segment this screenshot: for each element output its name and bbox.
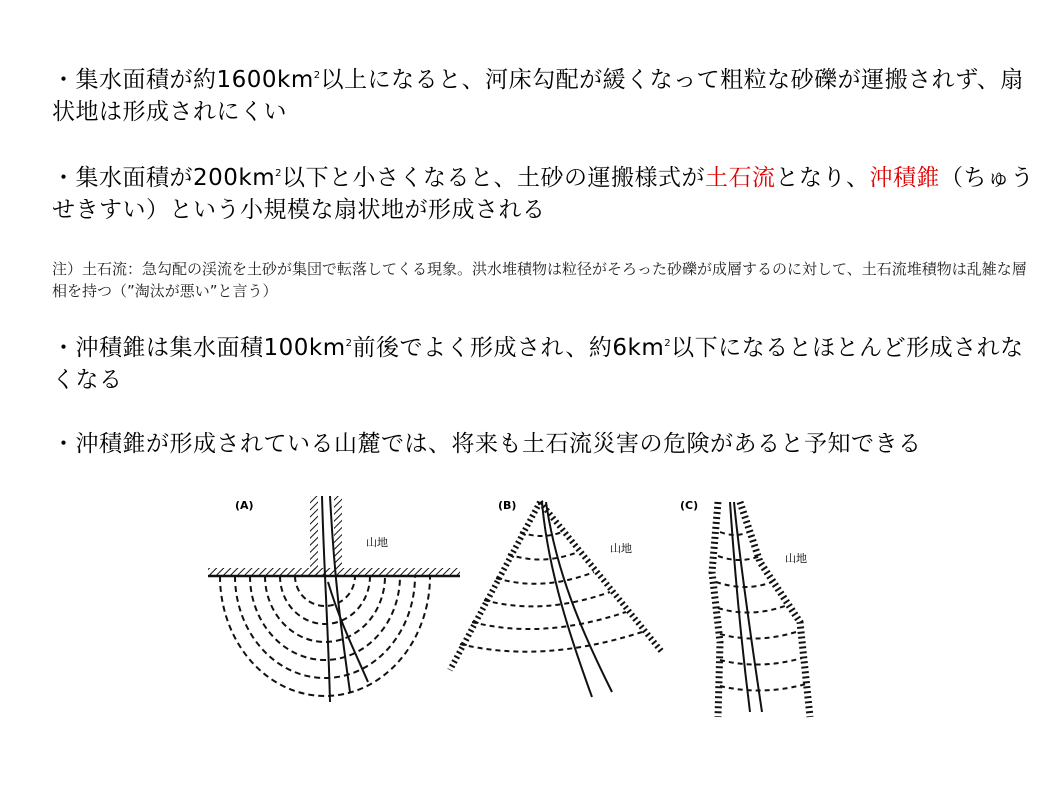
bullet-1-sup: 2 (313, 70, 321, 81)
panel-c-mountain-label: 山地 (785, 552, 807, 565)
bullet-debris-flow-cone (52, 162, 1042, 226)
panel-a-mountain-front-hatch (208, 568, 460, 576)
bullet-3-sup2: 2 (664, 338, 672, 349)
panel-c-label: (C) (680, 499, 699, 512)
bullet-3-mid: 前後でよく形成され、約6km (352, 335, 665, 361)
diagram-panel-b (450, 499, 662, 697)
panel-a-label: (A) (235, 499, 254, 512)
bullet-2-rest: （ちゅうせきすい）という小規模な扇状地が形成される (52, 165, 1034, 223)
bullet-4-text: ・沖積錐が形成されている山麓では、将来も土石流災害の危険があると予知できる (52, 431, 922, 457)
panel-b-mountain-label: 山地 (610, 542, 632, 555)
bullet-3-sup: 2 (345, 338, 353, 349)
bullet-hazard-prediction (52, 428, 1042, 460)
panel-b-label: (B) (498, 499, 517, 512)
bullet-2-prefix: ・集水面積が200km (52, 165, 276, 191)
bullet-2-sup: 2 (275, 168, 282, 179)
bullet-fan-formation-threshold (52, 64, 1042, 128)
bullet-3-prefix: ・沖積錐は集水面積100km (52, 335, 346, 361)
bullet-1-rest: 以上になると、河床勾配が緩くなって粗粒な砂礫が運搬されず、扇状地は形成されにくい (52, 67, 1024, 125)
bullet-cone-area-range (52, 332, 1042, 396)
panel-a-mountain-label: 山地 (366, 536, 388, 549)
bullet-2-mid2: となり、 (775, 165, 870, 191)
bullet-1-prefix: ・集水面積が約1600km (52, 67, 314, 93)
alluvial-cone-diagrams (200, 492, 840, 724)
panel-a-left-valley-wall (310, 496, 318, 576)
bullet-3-rest: 以下になるとほとんど形成されなくなる (52, 335, 1024, 393)
bullet-2-red-term-debris-flow: 土石流 (705, 165, 776, 191)
debris-flow-note: 注）土石流：急勾配の渓流を土砂が集団で転落してくる現象。洪水堆積物は粒径がそろった砂礫が成層するのに対して、土石流堆積物は乱雑な層相を持つ（”淘汰が悪い”と言う） (52, 260, 1027, 300)
bullet-2-red-term-alluvial-cone: 沖積錐 (869, 165, 940, 191)
diagram-panel-a (208, 496, 460, 702)
panel-a-right-valley-wall (334, 496, 342, 568)
bullet-2-mid: 以下と小さくなると、土砂の運搬様式が (282, 165, 705, 191)
diagram-panel-c (680, 499, 810, 717)
